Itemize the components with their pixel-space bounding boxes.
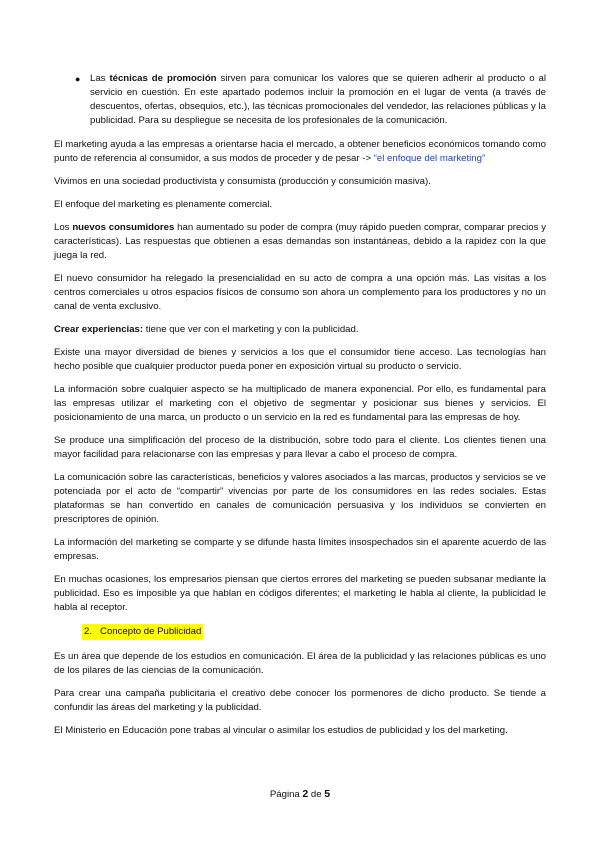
paragraph: La información del marketing se comparte y se difunde hasta límites insospechados sin el aparente acuerdo de las empresas. <box>54 537 546 562</box>
bold-term: nuevos consumidores <box>72 222 175 233</box>
paragraph: El nuevo consumidor ha relegado la presencialidad en su acto de compra a una opción más. Las visitas a los centros comerciales u otros espacios físicos de consumo son ahora un complemento para los productores y no un canal de venta exclusivo. <box>54 273 546 312</box>
bold-term: Crear experiencias: <box>54 324 144 335</box>
total-pages-number: 5 <box>324 788 331 800</box>
heading-number: 2. <box>84 626 93 637</box>
page-footer <box>0 788 600 800</box>
paragraph <box>54 323 546 337</box>
bullet-dot-icon: ● <box>75 74 81 84</box>
marketing-approach-quote: “el enfoque del marketing” <box>373 153 486 164</box>
paragraph: La comunicación sobre las características, beneficios y valores asociados a las marcas, productos y servicios se ve potenciada por el acto de “compartir” vivencias por parte de los consumidores en las redes sociales. Estas plataformas se han convertido en canales de comunicación persuasiva y los individuos se convierten en prescriptores de opinión. <box>54 472 546 525</box>
paragraph: Para crear una campaña publicitaria el creativo debe conocer los pormenores de dicho producto. Se tiende a confundir las áreas del marketing y la publicidad. <box>54 688 546 713</box>
paragraph: Se produce una simplificación del proceso de la distribución, sobre todo para el cliente. Los clientes tienen una mayor facilidad para relacionarse con las empresas y para llevar a cabo el proceso de compra. <box>54 435 546 460</box>
paragraph <box>54 138 546 166</box>
paragraph-text: han aumentado su poder de compra (muy rápido pueden comprar, comparar precios y características). Las respuestas que obtienen a esas demandas son instantáneas, debido a la rapidez con la que juega la red. <box>54 222 547 261</box>
paragraph: El Ministerio en Educación pone trabas al vincular o asimilar los estudios de publicidad y los del marketing. <box>54 725 508 736</box>
page-body <box>54 72 546 747</box>
paragraph: En muchas ocasiones, los empresarios piensan que ciertos errores del marketing se pueden subsanar mediante la publicidad. Eso es imposible ya que hablan en códigos diferentes; el marketing le habla al cliente, la publicidad le habla al receptor. <box>54 574 546 613</box>
heading-title: Concepto de Publicidad <box>100 626 202 637</box>
bullet-text: sirven para comunicar los valores que se quieren adherir al producto o al servicio en cuestión. En este apartado podemos incluir la promoción en el lugar de venta (a través de descuentos, ofertas, obsequios, etc.), las técnicas promocionales del vendedor, las relaciones públicas y la publicidad. Para su despliegue se necesita de los profesionales de la comunicación. <box>90 73 546 126</box>
footer-separator: de <box>308 789 325 800</box>
bullet-prefix: Las <box>90 73 110 84</box>
paragraph: Existe una mayor diversidad de bienes y servicios a los que el consumidor tiene acceso. Las tecnologías han hecho posible que cualquier productor pueda poner en exposición virtual su producto o servicio. <box>54 347 546 372</box>
highlighted-heading <box>82 624 203 640</box>
paragraph-text: El marketing ayuda a las empresas a orientarse hacia el mercado, a obtener beneficios económicos tomando como punto de referencia al consumidor, a sus modos de proceder y de pesar -> <box>54 139 546 164</box>
paragraph: Es un área que depende de los estudios en comunicación. El área de la publicidad y las relaciones públicas es uno de los pilares de las ciencias de la comunicación. <box>54 651 546 676</box>
current-page-number: 2 <box>302 788 309 800</box>
paragraph <box>54 221 546 263</box>
paragraph: Vivimos en una sociedad productivista y consumista (producción y consumición masiva). <box>54 176 431 187</box>
paragraph: El enfoque del marketing es plenamente comercial. <box>54 199 273 210</box>
paragraph-prefix: Los <box>54 222 73 233</box>
section-heading <box>54 624 546 640</box>
bullet-bold-term: técnicas de promoción <box>109 73 217 84</box>
footer-label: Página <box>269 789 303 800</box>
paragraph-text: tiene que ver con el marketing y con la publicidad. <box>143 324 359 335</box>
bullet-item <box>54 72 546 128</box>
paragraph: La información sobre cualquier aspecto se ha multiplicado de manera exponencial. Por ello, es fundamental para las empresas utilizar el marketing con el objetivo de segmentar y posicionar sus bienes y servicios. El posicionamiento de una marca, un producto o un servicio en la red es fundamental para las empresas de hoy. <box>54 384 546 423</box>
